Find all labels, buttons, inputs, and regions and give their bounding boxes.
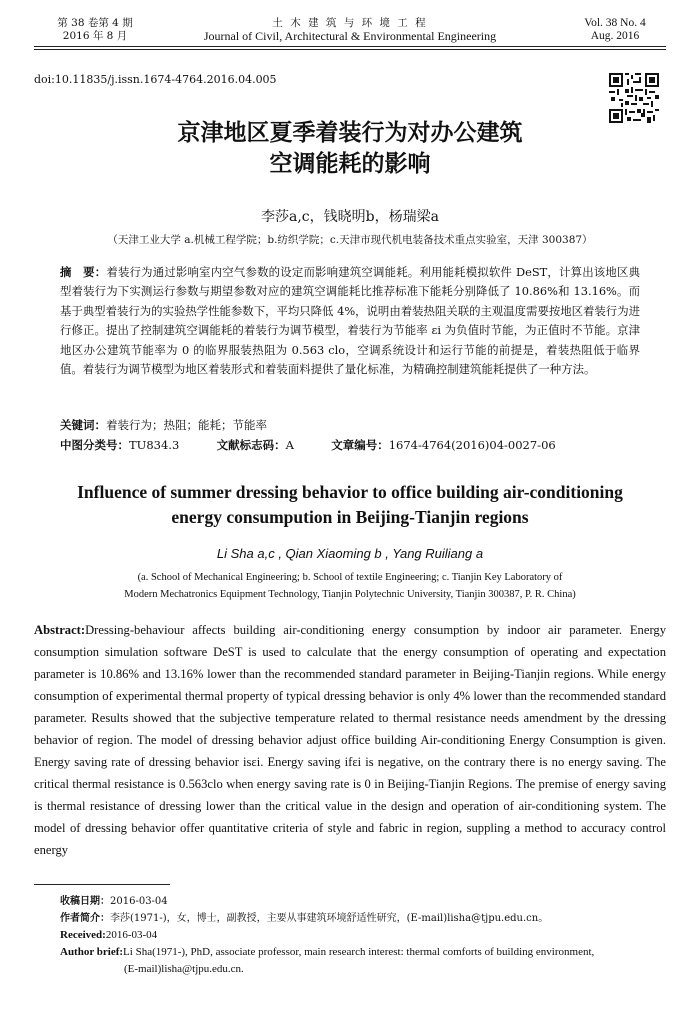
abstract-en-label: Abstract:: [34, 623, 86, 637]
title-en-line1: Influence of summer dressing behavior to office building air-conditioning: [77, 482, 623, 502]
affiliation-en-line2: Modern Mechatronics Equipment Technology, Tianjin Polytechnic University, Tianjin 300387, P. R. China): [124, 589, 576, 600]
clc-value: TU834.3: [129, 438, 180, 452]
abstract-cn-label: 摘 要：: [60, 265, 107, 279]
footnote-author-cn: 作者简介：李莎(1971-)，女，博士，副教授，主要从事建筑环境舒适性研究，(E-mail)lisha@tjpu.edu.cn。: [60, 913, 549, 924]
classification-row: [60, 437, 640, 453]
title-en: [40, 480, 660, 530]
doc-code-label: 文献标志码：: [216, 438, 286, 452]
header-rule-top: [34, 46, 666, 47]
footnote-author-en-email: (E-mail)lisha@tjpu.edu.cn.: [124, 963, 244, 975]
affiliation-en-line1: (a. School of Mechanical Engineering; b. School of textile Engineering; c. Tianjin Key Laboratory of: [137, 572, 563, 583]
abstract-cn: [60, 263, 640, 379]
keywords-cn-label: 关键词：: [60, 418, 106, 432]
header-volume: 第 38 卷第 4 期 2016 年 8 月: [57, 17, 133, 42]
header-journal: 土 木 建 筑 与 环 境 工 程 Journal of Civil, Architectural & Environmental Engineering: [203, 17, 497, 43]
doi[interactable]: doi:10.11835/j.issn.1674-4764.2016.04.005: [34, 73, 277, 86]
abstract-en-text: Dressing-behaviour affects building air-conditioning energy consumption by indoor air parameter. Energy consumption simulation software DeST is used to calculate that the energy consumption of operating and expectation parameter is 10.86% and 13.16% lower than the recommended standard parameter in Beijing-Tianjin regions. While energy consumption of experimental thermal property of typical dressing behavior is only 4% lower than the recommended standard parameter. Results showed that the subjective temperature related to thermal resistance needs amendment by the dressing behavior of region. The model of dressing behavior adjust office building Air-conditioning Energy Consumption is given. Energy saving rate of dressing behavior isεi. Energy saving ifεi is negative, on the contrary there is no energy saving. The critical thermal resistance is 0.563clo when energy saving rate is 0 in Beijing-Tianjin Regions. The premise of energy saving is thermal resistance of dressing lower than the critical value in the design and operation of air-conditioning system. The model of dressing behavior offer quantitative criteria of style and fabric in region, suppling a method to accuracy control energy: [34, 623, 666, 857]
clc-label: 中图分类号：: [60, 438, 129, 452]
qr-code-icon: [609, 73, 659, 123]
authors-cn: 李莎a,c，钱晓明b，杨瑞梁a: [261, 209, 439, 225]
abstract-en: [34, 619, 666, 861]
title-cn-line2: 空调能耗的影响: [269, 150, 431, 177]
footnote-received-cn: 收稿日期：2016-03-04: [60, 896, 168, 907]
keywords-cn-text: 着装行为；热阻；能耗；节能率: [106, 418, 267, 432]
header-rule-bottom: [34, 49, 666, 50]
footnote-received-en: Received:2016-03-04: [60, 929, 158, 941]
article-no-label: 文章编号：: [331, 438, 389, 452]
abstract-cn-text: 着装行为通过影响室内空气参数的设定而影响建筑空调能耗。利用能耗模拟软件 DeST，计算出该地区典型着装行为下实测运行参数与期望参数对应的建筑空调能耗比推荐标准下能耗分别降低了 10.86%和 13.16%。而基于典型着装行为的实验热学性能参数下，平均只降低 4%，说明由着装热阻关联的主观温度需要按地区着装行为进行修正。提出了控制建筑空调能耗的着装行为调节模型，着装行为节能率 εi 为负值时节能，为正值时不节能。京津地区办公建筑节能率为 0 的临界服装热阻为 0.563 clo，空调系统设计和运行节能的前提是，着装热阻低于临界值。着装行为调节模型为地区着装形式和着装面料提供了量化标准，为精确控制建筑能耗提供了一种方法。: [60, 265, 640, 377]
affiliation-cn: （天津工业大学 a.机械工程学院；b.纺织学院；c.天津市现代机电装备技术重点实验室，天津 300387）: [107, 234, 593, 246]
title-cn-line1: 京津地区夏季着装行为对办公建筑: [177, 119, 523, 146]
title-cn: [120, 117, 580, 179]
article-no-value: 1674-4764(2016)04-0027-06: [388, 438, 556, 452]
authors-en: Li Sha a,c , Qian Xiaoming b , Yang Ruiliang a: [216, 546, 484, 561]
keywords-cn: [60, 417, 640, 433]
affiliation-en: [30, 569, 670, 603]
footnote-author-en: Author brief:Li Sha(1971-), PhD, associate professor, main research interest: thermal comforts of building environment,: [60, 946, 595, 958]
footnote-separator: [34, 884, 170, 885]
header-issue: Vol. 38 No. 4 Aug. 2016: [584, 17, 646, 42]
footnotes: [60, 893, 670, 978]
title-en-line2: energy consumpution in Beijing-Tianjin regions: [171, 507, 529, 527]
doc-code-value: A: [285, 438, 294, 452]
